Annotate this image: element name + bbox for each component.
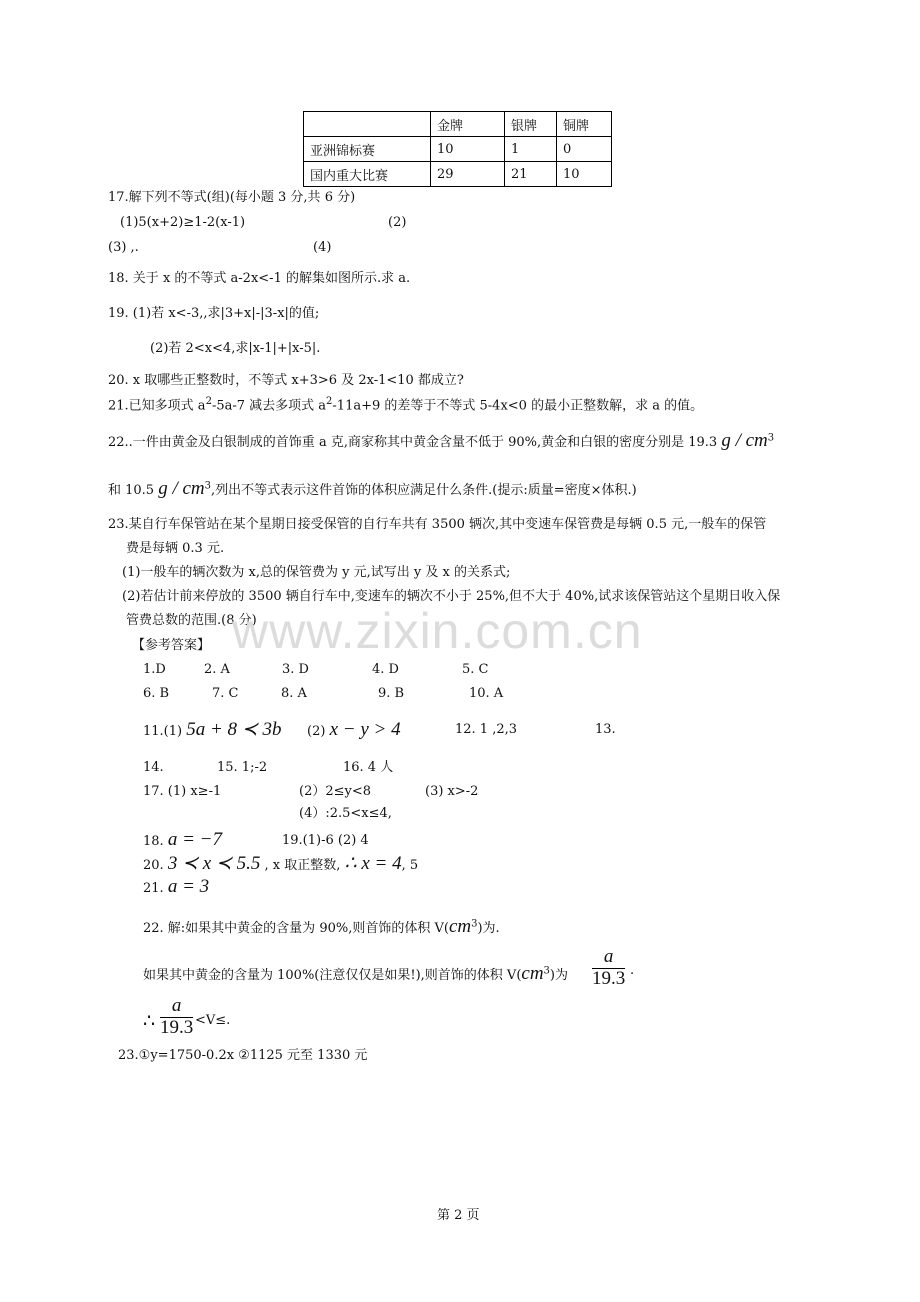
answers-title: 【参考答案】 [132,638,211,653]
fraction [592,947,625,990]
table-cell: 1 [505,137,557,162]
answer-18-label: 18. [143,834,164,849]
answer-16: 16. 4 人 [343,760,394,775]
answer-22-text-1: 22. 解:如果其中黄金的含量为 90%,则首饰的体积 V( [143,921,449,936]
question-21-text-b: -5a-7 减去多项式 a [211,398,327,414]
answer-20-inequality: 3 ≺ x ≺ 5.5 [167,853,261,874]
answer-12: 12. 1 ,2,3 [455,722,518,737]
answer-11-label-2: (2) [307,724,326,739]
answer-22-text-1b: )为. [477,921,500,936]
question-17-part-3: (3) ,. [108,240,139,255]
answer-20 [143,853,418,876]
answer-20-result: ∴ x = 4 [344,853,402,874]
answer-17-part-3: (3) x>-2 [425,784,479,799]
question-18: 18. 关于 x 的不等式 a-2x<-1 的解集如图所示.求 a. [108,271,411,286]
answer-22-text-2b: )为 [549,968,568,983]
density-unit: g / cm [158,478,205,499]
answer-10: 10. A [469,686,504,701]
question-19-part-1: 19. (1)若 x<-3,,求|3+x|-|3-x|的值; [108,306,320,321]
answer-21-label: 21. [143,881,164,896]
answer-11 [143,719,281,742]
table-cell: 10 [557,162,612,187]
answer-22-line-3: <V≤. [195,1013,231,1028]
fraction-numerator: a [160,996,193,1018]
table-header-cell: 铜牌 [557,112,612,137]
answer-1: 1.D [143,662,166,677]
table-header-cell: 银牌 [505,112,557,137]
answer-22-text-2: 如果其中黄金的含量为 100%(注意仅仅是如果!),则首饰的体积 V( [143,968,522,983]
answer-9: 9. B [378,686,405,701]
answer-15: 15. 1;-2 [217,760,268,775]
answer-22-line-2 [143,963,568,986]
answer-21 [143,876,209,899]
watermark: www.zixin.com.cn [232,603,643,659]
answer-11-formula-2: x − y > 4 [329,719,401,740]
question-21-text-a: 21.已知多项式 a [108,398,206,414]
question-19-part-2: (2)若 2<x<4,求|x-1|+|x-5|. [150,341,321,356]
volume-unit: cm [448,916,472,937]
answer-13: 13. [595,722,616,737]
fraction [160,996,193,1039]
question-23-line-5: 管费总数的范围.(8 分) [126,613,257,628]
question-23-part-1: (1)一般车的辆次数为 x,总的保管费为 y 元,试写出 y 及 x 的关系式; [122,565,511,580]
answer-20-text: , x 取正整数, [264,858,341,873]
answer-5: 5. C [462,662,489,677]
answer-11-formula-1: 5a + 8 ≺ 3b [186,719,282,740]
answer-22-line-1 [143,916,500,939]
fraction-numerator: a [592,947,625,969]
answer-23: 23.①y=1750-0.2x ②1125 元至 1330 元 [118,1048,368,1063]
answer-6: 6. B [143,686,170,701]
question-22-line-1 [108,430,774,453]
table-header-row [304,112,612,137]
answer-18 [143,829,222,852]
answer-17-part-2: (2）2≤y<8 [299,784,372,799]
fraction-denominator: 19.3 [592,967,626,989]
question-17-part-4: (4) [313,240,332,255]
question-22-text-b: 和 10.5 [108,483,155,498]
exponent: 3 [767,432,775,444]
question-23-line-2: 费是每辆 0.3 元. [126,541,225,556]
question-23-part-2: (2)若估计前来停放的 3500 辆自行车中,变速车的辆次不小于 25%,但不大于 40%,试求该保管站这个星期日收入保 [122,589,781,604]
table-row [304,162,612,187]
answer-20-tail: , 5 [401,858,419,873]
question-22-text-c: ,列出不等式表示这件首饰的体积应满足什么条件.(提示:质量=密度×体积.) [211,483,637,498]
answer-8: 8. A [281,686,307,701]
question-17-part-1: (1)5(x+2)≥1-2(x-1) [120,215,246,230]
answer-3: 3. D [282,662,309,677]
exponent: 2 [205,396,212,407]
density-unit: g / cm [721,430,768,451]
table-row [304,137,612,162]
exponent: 3 [471,918,478,930]
table-cell: 国内重大比赛 [304,162,431,187]
question-22-text-a: 22..一件由黄金及白银制成的首饰重 a 克,商家称其中黄金含量不低于 90%,黄金和白银的密度分别是 19.3 [108,435,718,450]
answer-11-label: 11.(1) [143,724,183,739]
page-number: 第 2 页 [437,1208,480,1223]
fraction-denominator: 19.3 [160,1016,194,1038]
table-header-cell [304,112,431,137]
question-17: 17.解下列不等式(组)(每小题 3 分,共 6 分) [108,190,356,205]
answer-7: 7. C [212,686,239,701]
question-23-line-1: 23.某自行车保管站在某个星期日接受保管的自行车共有 3500 辆次,其中变速车保管费是每辆 0.5 元,一般车的保管 [108,517,767,532]
table-cell: 10 [431,137,505,162]
answer-20-label: 20. [143,858,164,873]
answer-19: 19.(1)-6 (2) 4 [282,833,369,848]
therefore-symbol: ∴ [143,1011,156,1032]
table-header-cell: 金牌 [431,112,505,137]
exponent: 3 [543,965,550,977]
table-cell: 0 [557,137,612,162]
question-21 [108,396,703,414]
answer-4: 4. D [372,662,399,677]
medal-table [303,111,612,187]
period: . [630,963,635,978]
volume-unit: cm [521,963,544,984]
answer-17-part-1: 17. (1) x≥-1 [143,784,222,799]
answer-18-formula: a = −7 [167,829,222,850]
answer-14: 14. [143,760,164,775]
answer-21-formula: a = 3 [167,876,210,897]
answer-2: 2. A [204,662,230,677]
answer-17-part-4: (4）:2.5<x≤4, [299,806,392,821]
question-20: 20. x 取哪些正整数时，不等式 x+3>6 及 2x-1<10 都成立? [108,373,464,388]
exponent: 2 [326,396,333,407]
exponent: 3 [204,480,212,492]
table-cell: 亚洲锦标赛 [304,137,431,162]
question-17-part-2: (2) [388,215,407,230]
question-22-line-2 [108,478,637,501]
table-cell: 29 [431,162,505,187]
table-cell: 21 [505,162,557,187]
answer-11-part-2 [307,719,401,742]
question-21-text-c: -11a+9 的差等于不等式 5-4x<0 的最小正整数解，求 a 的值。 [332,398,704,414]
